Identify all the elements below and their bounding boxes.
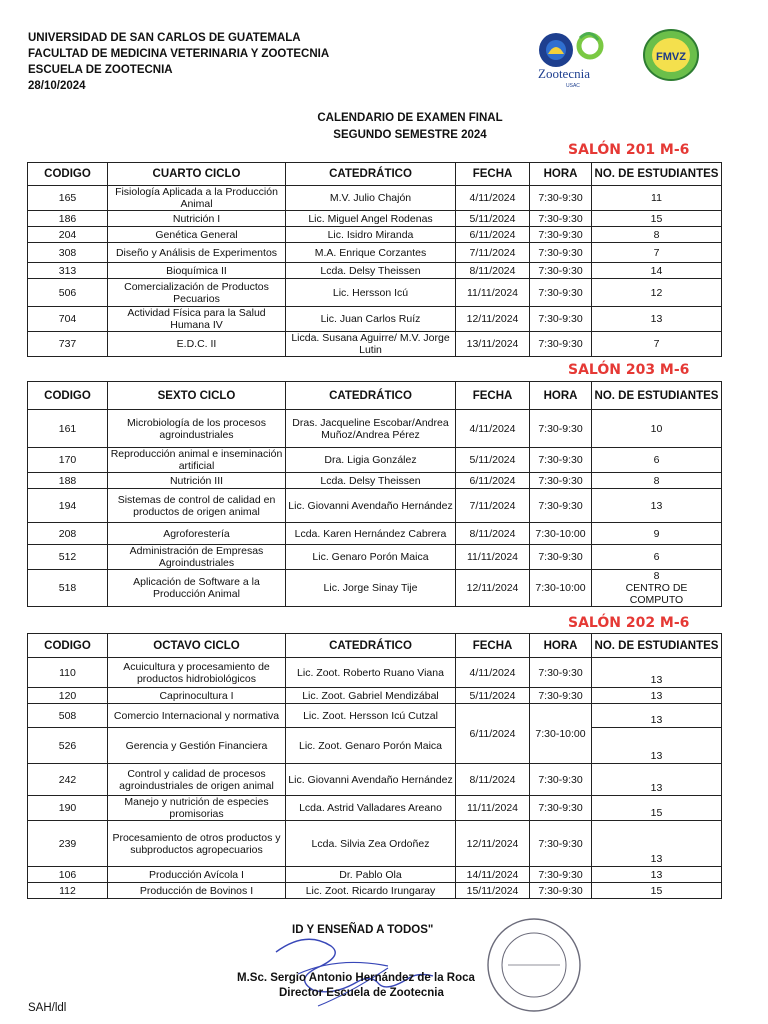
cell-fecha: 6/11/2024 bbox=[456, 227, 530, 243]
document-header bbox=[28, 30, 329, 94]
cell-codigo: 518 bbox=[28, 570, 108, 607]
cell-catedratico: Lic. Genaro Porón Maica bbox=[286, 545, 456, 570]
cell-course: Manejo y nutrición de especies promisorias bbox=[108, 796, 286, 821]
cell-estudiantes bbox=[592, 473, 722, 489]
students-count: 8 bbox=[653, 228, 660, 241]
cell-catedratico: Licda. Susana Aguirre/ M.V. Jorge Lutin bbox=[286, 332, 456, 357]
cell-codigo: 186 bbox=[28, 211, 108, 227]
cell-course: Bioquímica II bbox=[108, 263, 286, 279]
cell-hora: 7:30-9:30 bbox=[530, 867, 592, 883]
students-count: 13 bbox=[650, 869, 663, 881]
cell-hora: 7:30-9:30 bbox=[530, 243, 592, 263]
table-row bbox=[28, 728, 722, 764]
cell-estudiantes bbox=[592, 211, 722, 227]
column-header-fecha: FECHA bbox=[456, 382, 530, 410]
cell-estudiantes bbox=[592, 186, 722, 211]
cell-catedratico: Lic. Miguel Angel Rodenas bbox=[286, 211, 456, 227]
students-count: 8 bbox=[653, 570, 660, 582]
column-header-catedratico: CATEDRÁTICO bbox=[286, 634, 456, 658]
cell-fecha: 11/11/2024 bbox=[456, 796, 530, 821]
cell-catedratico: M.V. Julio Chajón bbox=[286, 186, 456, 211]
cell-catedratico: Lic. Zoot. Roberto Ruano Viana bbox=[286, 658, 456, 688]
cell-codigo: 106 bbox=[28, 867, 108, 883]
cell-hora: 7:30-9:30 bbox=[530, 448, 592, 473]
cell-estudiantes bbox=[592, 688, 722, 704]
cell-fecha: 8/11/2024 bbox=[456, 523, 530, 545]
cell-hora: 7:30-9:30 bbox=[530, 489, 592, 523]
students-count: 15 bbox=[650, 212, 663, 225]
school-name: ESCUELA DE ZOOTECNIA bbox=[28, 64, 173, 76]
signatory-role: Director Escuela de Zootecnia bbox=[279, 987, 444, 999]
cell-catedratico: Dras. Jacqueline Escobar/Andrea Muñoz/Andrea Pérez bbox=[286, 410, 456, 448]
cell-catedratico: Lic. Zoot. Gabriel Mendizábal bbox=[286, 688, 456, 704]
column-header-codigo: CODIGO bbox=[28, 634, 108, 658]
cell-codigo: 508 bbox=[28, 704, 108, 728]
cell-fecha: 4/11/2024 bbox=[456, 186, 530, 211]
students-note: CENTRO DE COMPUTO bbox=[625, 582, 688, 606]
cell-catedratico: Lic. Zoot. Ricardo Irungaray bbox=[286, 883, 456, 899]
cell-estudiantes bbox=[592, 796, 722, 821]
students-count: 13 bbox=[650, 714, 663, 726]
cell-course: Caprinocultura I bbox=[108, 688, 286, 704]
cell-course: Nutrición I bbox=[108, 211, 286, 227]
cell-hora: 7:30-9:30 bbox=[530, 186, 592, 211]
students-count: 13 bbox=[650, 499, 663, 512]
cell-course: Reproducción animal e inseminación artificial bbox=[108, 448, 286, 473]
cell-estudiantes bbox=[592, 307, 722, 332]
cell-catedratico: Lic. Giovanni Avendaño Hernández bbox=[286, 764, 456, 796]
document-title bbox=[0, 110, 768, 144]
column-header-codigo: CODIGO bbox=[28, 163, 108, 186]
cell-catedratico: Dra. Ligia González bbox=[286, 448, 456, 473]
cell-estudiantes bbox=[592, 728, 722, 764]
cell-hora: 7:30-9:30 bbox=[530, 545, 592, 570]
cell-course: Comercio Internacional y normativa bbox=[108, 704, 286, 728]
students-count: 9 bbox=[653, 527, 660, 540]
column-header-catedratico: CATEDRÁTICO bbox=[286, 163, 456, 186]
cell-codigo: 704 bbox=[28, 307, 108, 332]
cell-course: Control y calidad de procesos agroindustriales de origen animal bbox=[108, 764, 286, 796]
cell-fecha: 13/11/2024 bbox=[456, 332, 530, 357]
footer-motto: ID Y ENSEÑAD A TODOS" bbox=[292, 924, 434, 936]
students-count: 15 bbox=[650, 885, 663, 897]
cell-estudiantes bbox=[592, 227, 722, 243]
table-row bbox=[28, 473, 722, 489]
cell-hora: 7:30-9:30 bbox=[530, 227, 592, 243]
cell-codigo: 110 bbox=[28, 658, 108, 688]
signatory-name: M.Sc. Sergio Antonio Hernández de la Roca bbox=[237, 972, 475, 984]
table-row bbox=[28, 307, 722, 332]
cell-codigo: 112 bbox=[28, 883, 108, 899]
cell-course: Administración de Empresas Agroindustriales bbox=[108, 545, 286, 570]
cell-estudiantes bbox=[592, 764, 722, 796]
schedule-table-cuarto-ciclo bbox=[27, 162, 722, 357]
cell-course: Actividad Física para la Salud Humana IV bbox=[108, 307, 286, 332]
column-header-estudiantes: NO. DE ESTUDIANTES bbox=[592, 634, 722, 658]
table-row bbox=[28, 821, 722, 867]
cell-codigo: 242 bbox=[28, 764, 108, 796]
cell-catedratico: Lic. Isidro Miranda bbox=[286, 227, 456, 243]
cell-fecha: 8/11/2024 bbox=[456, 263, 530, 279]
cell-hora: 7:30-9:30 bbox=[530, 211, 592, 227]
students-count: 11 bbox=[651, 192, 662, 204]
cell-codigo: 120 bbox=[28, 688, 108, 704]
cell-codigo: 737 bbox=[28, 332, 108, 357]
column-header-hora: HORA bbox=[530, 634, 592, 658]
cell-codigo: 204 bbox=[28, 227, 108, 243]
students-count: 7 bbox=[653, 338, 660, 350]
cell-hora: 7:30-9:30 bbox=[530, 688, 592, 704]
students-count: 13 bbox=[650, 750, 663, 762]
cell-catedratico: Lic. Hersson Icú bbox=[286, 279, 456, 307]
document-date: 28/10/2024 bbox=[28, 80, 86, 92]
cell-fecha: 7/11/2024 bbox=[456, 243, 530, 263]
cell-fecha: 11/11/2024 bbox=[456, 545, 530, 570]
cell-codigo: 165 bbox=[28, 186, 108, 211]
table-header-row bbox=[28, 163, 722, 186]
cell-hora: 7:30-10:00 bbox=[530, 570, 592, 607]
table-header-row bbox=[28, 634, 722, 658]
cell-estudiantes bbox=[592, 410, 722, 448]
cell-course: Acuicultura y procesamiento de productos hidrobiológicos bbox=[108, 658, 286, 688]
cell-estudiantes bbox=[592, 523, 722, 545]
cell-catedratico: Lcda. Karen Hernández Cabrera bbox=[286, 523, 456, 545]
cell-codigo: 188 bbox=[28, 473, 108, 489]
cell-estudiantes bbox=[592, 448, 722, 473]
cell-codigo: 308 bbox=[28, 243, 108, 263]
cell-catedratico: Lic. Juan Carlos Ruíz bbox=[286, 307, 456, 332]
column-header-catedratico: CATEDRÁTICO bbox=[286, 382, 456, 410]
cell-catedratico: Lic. Zoot. Hersson Icú Cutzal bbox=[286, 704, 456, 728]
logo-zootecnia-text: Zootecnia bbox=[538, 66, 590, 81]
cell-codigo: 512 bbox=[28, 545, 108, 570]
table-row bbox=[28, 867, 722, 883]
column-header-cycle: SEXTO CICLO bbox=[108, 382, 286, 410]
cell-estudiantes bbox=[592, 263, 722, 279]
logo-usac-text: USAC bbox=[566, 83, 580, 89]
column-header-codigo: CODIGO bbox=[28, 382, 108, 410]
cell-course: Fisiología Aplicada a la Producción Animal bbox=[108, 186, 286, 211]
table-row bbox=[28, 704, 722, 728]
table-row bbox=[28, 658, 722, 688]
cell-catedratico: Lic. Jorge Sinay Tije bbox=[286, 570, 456, 607]
cell-fecha: 7/11/2024 bbox=[456, 489, 530, 523]
table-row bbox=[28, 227, 722, 243]
cell-hora: 7:30-9:30 bbox=[530, 332, 592, 357]
cell-hora: 7:30-9:30 bbox=[530, 473, 592, 489]
cell-course: Procesamiento de otros productos y subproductos agropecuarios bbox=[108, 821, 286, 867]
cell-estudiantes bbox=[592, 704, 722, 728]
cell-fecha: 12/11/2024 bbox=[456, 307, 530, 332]
students-count: 8 bbox=[653, 474, 660, 487]
table-row bbox=[28, 570, 722, 607]
cell-course: Comercialización de Productos Pecuarios bbox=[108, 279, 286, 307]
title-line-1: CALENDARIO DE EXAMEN FINAL bbox=[317, 112, 503, 124]
students-count: 10 bbox=[650, 422, 663, 435]
column-header-estudiantes: NO. DE ESTUDIANTES bbox=[592, 163, 722, 186]
cell-hora: 7:30-9:30 bbox=[530, 883, 592, 899]
cell-fecha: 15/11/2024 bbox=[456, 883, 530, 899]
cell-codigo: 208 bbox=[28, 523, 108, 545]
cell-estudiantes bbox=[592, 243, 722, 263]
students-count: 6 bbox=[653, 454, 660, 466]
table-row bbox=[28, 883, 722, 899]
cell-course: Agroforestería bbox=[108, 523, 286, 545]
title-line-2: SEGUNDO SEMESTRE 2024 bbox=[333, 129, 487, 141]
cell-course: Sistemas de control de calidad en productos de origen animal bbox=[108, 489, 286, 523]
table-row bbox=[28, 263, 722, 279]
fmvz-logo bbox=[642, 28, 700, 82]
cell-hora: 7:30-9:30 bbox=[530, 410, 592, 448]
cell-fecha: 5/11/2024 bbox=[456, 448, 530, 473]
cell-estudiantes bbox=[592, 821, 722, 867]
cell-course: Producción de Bovinos I bbox=[108, 883, 286, 899]
cell-codigo: 170 bbox=[28, 448, 108, 473]
cell-fecha: 6/11/2024 bbox=[456, 473, 530, 489]
cell-hora: 7:30-10:00 bbox=[530, 523, 592, 545]
table-row bbox=[28, 332, 722, 357]
cell-codigo: 526 bbox=[28, 728, 108, 764]
document-initials: SAH/ldl bbox=[28, 1002, 67, 1014]
table-row bbox=[28, 448, 722, 473]
cell-course: Diseño y Análisis de Experimentos bbox=[108, 243, 286, 263]
students-count: 15 bbox=[650, 807, 663, 819]
students-count: 13 bbox=[650, 674, 663, 686]
cell-course: Producción Avícola I bbox=[108, 867, 286, 883]
table-row bbox=[28, 796, 722, 821]
column-header-estudiantes: NO. DE ESTUDIANTES bbox=[592, 382, 722, 410]
table-row bbox=[28, 688, 722, 704]
cell-estudiantes bbox=[592, 332, 722, 357]
cell-fecha: 12/11/2024 bbox=[456, 570, 530, 607]
cell-codigo: 161 bbox=[28, 410, 108, 448]
cell-hora: 7:30-9:30 bbox=[530, 279, 592, 307]
students-count: 6 bbox=[653, 551, 660, 563]
students-count: 13 bbox=[650, 313, 663, 325]
cell-estudiantes bbox=[592, 658, 722, 688]
cell-catedratico: Lic. Zoot. Genaro Porón Maica bbox=[286, 728, 456, 764]
cell-codigo: 506 bbox=[28, 279, 108, 307]
university-name: UNIVERSIDAD DE SAN CARLOS DE GUATEMALA bbox=[28, 32, 301, 44]
room-label-octavo: SALÓN 202 M-6 bbox=[568, 615, 690, 631]
cell-hora: 7:30-9:30 bbox=[530, 821, 592, 867]
column-header-fecha: FECHA bbox=[456, 634, 530, 658]
zootecnia-logo bbox=[528, 28, 618, 90]
cell-fecha: 5/11/2024 bbox=[456, 211, 530, 227]
cell-hora: 7:30-9:30 bbox=[530, 307, 592, 332]
cell-course: E.D.C. II bbox=[108, 332, 286, 357]
cell-fecha: 11/11/2024 bbox=[456, 279, 530, 307]
cell-estudiantes bbox=[592, 867, 722, 883]
cell-catedratico: Lcda. Delsy Theissen bbox=[286, 473, 456, 489]
cell-fecha: 12/11/2024 bbox=[456, 821, 530, 867]
room-label-sexto: SALÓN 203 M-6 bbox=[568, 362, 690, 378]
cell-course: Nutrición III bbox=[108, 473, 286, 489]
students-count: 13 bbox=[650, 782, 663, 794]
students-count: 14 bbox=[650, 264, 663, 277]
cell-catedratico: Lic. Giovanni Avendaño Hernández bbox=[286, 489, 456, 523]
table-row bbox=[28, 279, 722, 307]
cell-fecha: 6/11/2024 bbox=[456, 704, 530, 764]
cell-codigo: 313 bbox=[28, 263, 108, 279]
cell-codigo: 239 bbox=[28, 821, 108, 867]
cell-fecha: 14/11/2024 bbox=[456, 867, 530, 883]
fmvz-logo-text: FMVZ bbox=[656, 51, 686, 63]
table-row bbox=[28, 523, 722, 545]
column-header-fecha: FECHA bbox=[456, 163, 530, 186]
table-row bbox=[28, 186, 722, 211]
table-row bbox=[28, 545, 722, 570]
cell-hora: 7:30-10:00 bbox=[530, 704, 592, 764]
column-header-hora: HORA bbox=[530, 163, 592, 186]
cell-course: Gerencia y Gestión Financiera bbox=[108, 728, 286, 764]
cell-hora: 7:30-9:30 bbox=[530, 658, 592, 688]
table-row bbox=[28, 489, 722, 523]
cell-estudiantes bbox=[592, 570, 722, 607]
cell-catedratico: Dr. Pablo Ola bbox=[286, 867, 456, 883]
cell-hora: 7:30-9:30 bbox=[530, 764, 592, 796]
cell-estudiantes bbox=[592, 883, 722, 899]
table-row bbox=[28, 243, 722, 263]
cell-course: Genética General bbox=[108, 227, 286, 243]
schedule-table-octavo-ciclo bbox=[27, 633, 722, 899]
cell-estudiantes bbox=[592, 545, 722, 570]
schedule-table-sexto-ciclo bbox=[27, 381, 722, 607]
column-header-cycle: CUARTO CICLO bbox=[108, 163, 286, 186]
students-count: 12 bbox=[650, 286, 663, 299]
students-count: 7 bbox=[653, 246, 660, 259]
table-header-row bbox=[28, 382, 722, 410]
cell-catedratico: Lcda. Astrid Valladares Areano bbox=[286, 796, 456, 821]
cell-estudiantes bbox=[592, 489, 722, 523]
students-count: 13 bbox=[650, 690, 663, 702]
cell-catedratico: M.A. Enrique Corzantes bbox=[286, 243, 456, 263]
students-count: 13 bbox=[650, 853, 663, 865]
cell-fecha: 8/11/2024 bbox=[456, 764, 530, 796]
cell-course: Microbiología de los procesos agroindustriales bbox=[108, 410, 286, 448]
cell-hora: 7:30-9:30 bbox=[530, 263, 592, 279]
cell-fecha: 5/11/2024 bbox=[456, 688, 530, 704]
cell-fecha: 4/11/2024 bbox=[456, 658, 530, 688]
table-row bbox=[28, 764, 722, 796]
faculty-name: FACULTAD DE MEDICINA VETERINARIA Y ZOOTECNIA bbox=[28, 48, 330, 60]
table-row bbox=[28, 410, 722, 448]
cell-fecha: 4/11/2024 bbox=[456, 410, 530, 448]
column-header-hora: HORA bbox=[530, 382, 592, 410]
cell-codigo: 190 bbox=[28, 796, 108, 821]
cell-hora: 7:30-9:30 bbox=[530, 796, 592, 821]
column-header-cycle: OCTAVO CICLO bbox=[108, 634, 286, 658]
cell-catedratico: Lcda. Silvia Zea Ordoñez bbox=[286, 821, 456, 867]
school-stamp bbox=[484, 915, 584, 1015]
cell-course: Aplicación de Software a la Producción Animal bbox=[108, 570, 286, 607]
cell-estudiantes bbox=[592, 279, 722, 307]
table-row bbox=[28, 211, 722, 227]
cell-catedratico: Lcda. Delsy Theissen bbox=[286, 263, 456, 279]
room-label-cuarto: SALÓN 201 M-6 bbox=[568, 142, 690, 158]
cell-codigo: 194 bbox=[28, 489, 108, 523]
